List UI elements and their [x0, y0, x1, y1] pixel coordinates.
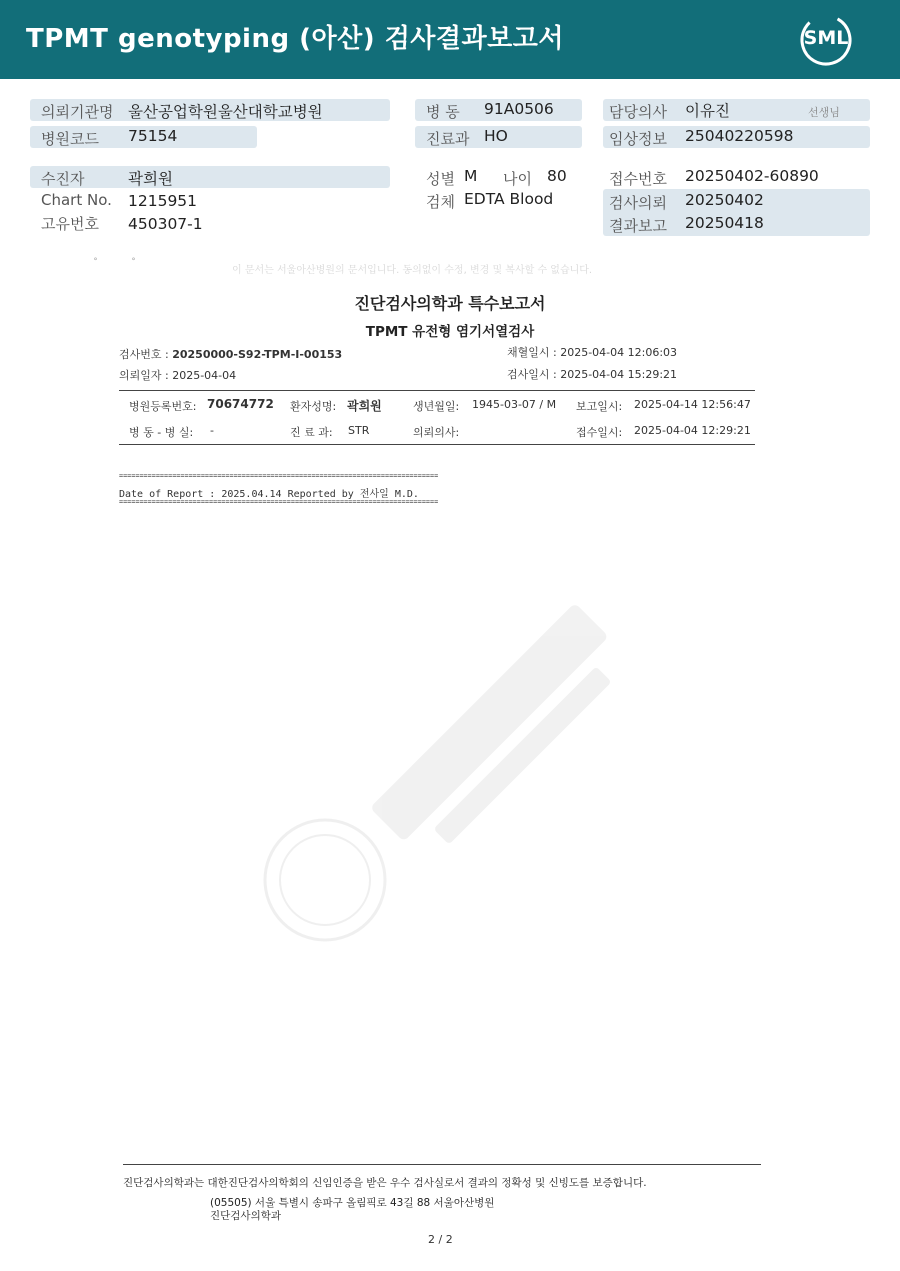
test-no-value: 20250000-S92-TPM-I-00153	[172, 348, 343, 361]
patient-label: 수진자	[41, 170, 85, 188]
receipt-no-value: 20250402-60890	[685, 167, 819, 185]
copy-notice: 이 문서는 서울아산병원의 문서입니다. 동의없이 수정, 변경 및 복사할 수 없습니다.	[232, 265, 593, 276]
sml-logo	[798, 12, 854, 68]
report-date-value: 20250418	[685, 214, 764, 232]
doctor-value: 이유진	[685, 102, 730, 120]
report-date-label: 결과보고	[609, 217, 667, 235]
specimen-label: 검체	[426, 193, 455, 211]
age-label: 나이	[503, 170, 532, 188]
ordering-doctor-label: 의뢰의사:	[413, 426, 460, 439]
reg-no-label: 병원등록번호:	[129, 400, 197, 413]
dept-value: STR	[348, 424, 370, 437]
footer-rule	[123, 1164, 761, 1165]
patient-value: 곽희원	[128, 170, 173, 188]
report-title: TPMT genotyping (아산) 검사결과보고서	[26, 24, 565, 54]
report-signature-line: Date of Report : 2025.04.14 Reported by 전사일 M.D.	[119, 489, 419, 500]
receipt-time-value: 2025-04-04 12:29:21	[634, 424, 751, 437]
page-header	[0, 0, 900, 79]
hospital-code-value: 75154	[128, 127, 178, 145]
page-number: 2 / 2	[428, 1233, 453, 1246]
separator-bottom: ==============================================================================	[119, 498, 439, 506]
logo-text: SML	[803, 27, 849, 49]
request-date-label: 검사의뢰	[609, 194, 667, 212]
ward-label: 병 동	[426, 103, 460, 121]
department-value: HO	[484, 127, 508, 145]
institution-value: 울산공업학원울산대학교병원	[128, 103, 323, 121]
report-main-title: 진단검사의학과 특수보고서	[354, 294, 546, 313]
ward-room-label: 병 동 - 병 실:	[129, 426, 194, 439]
specimen-value: EDTA Blood	[464, 190, 554, 208]
table-top-rule	[119, 390, 755, 391]
scan-mark: ˚	[93, 258, 98, 269]
receipt-time-label: 접수일시:	[576, 426, 623, 439]
reg-no-value: 70674772	[207, 397, 274, 411]
footer-department: 진단검사의학과	[210, 1210, 282, 1222]
unique-no-value: 450307-1	[128, 215, 203, 233]
hospital-watermark-seal	[230, 560, 690, 960]
collect-time: 채혈일시 : 2025-04-04 12:06:03	[507, 346, 678, 359]
request-date-line: 의뢰일자 : 2025-04-04	[119, 369, 237, 382]
dept-label: 진 료 과:	[290, 426, 333, 439]
age-value: 80	[547, 167, 567, 185]
hospital-code-label: 병원코드	[41, 130, 99, 148]
institution-label: 의뢰기관명	[41, 103, 114, 121]
receipt-no-label: 접수번호	[609, 170, 667, 188]
report-subtitle: TPMT 유전형 염기서열검사	[365, 324, 535, 340]
chart-no-value: 1215951	[128, 192, 198, 210]
request-date-value: 20250402	[685, 191, 764, 209]
chart-no-label: Chart No.	[41, 191, 112, 209]
footer-accreditation: 진단검사의학과는 대한진단검사의학회의 신임인증을 받은 우수 검사실로서 결과의 정확성 및 신빙도를 보증합니다.	[123, 1177, 647, 1189]
footer-address: (05505) 서울 특별시 송파구 올림픽로 43길 88 서울아산병원	[210, 1197, 495, 1209]
doctor-label: 담당의사	[609, 103, 667, 121]
unique-no-label: 고유번호	[41, 215, 99, 233]
report-time-value: 2025-04-14 12:56:47	[634, 398, 751, 411]
department-label: 진료과	[426, 130, 470, 148]
dob-value: 1945-03-07 / M	[472, 398, 557, 411]
report-time-label: 보고일시:	[576, 400, 623, 413]
scan-mark: ˚	[131, 258, 136, 269]
ward-room-value: -	[210, 424, 214, 437]
doctor-suffix: 선생님	[808, 106, 840, 119]
test-time: 검사일시 : 2025-04-04 15:29:21	[507, 368, 678, 381]
test-no-label: 검사번호 :	[119, 348, 173, 361]
separator-top: ==============================================================================	[119, 472, 439, 480]
table-bottom-rule	[119, 444, 755, 445]
test-no	[119, 346, 342, 362]
clinical-value: 25040220598	[685, 127, 794, 145]
ward-value: 91A0506	[484, 100, 554, 118]
dob-label: 생년월일:	[413, 400, 460, 413]
sex-label: 성별	[426, 170, 455, 188]
name-value: 곽희원	[347, 399, 382, 413]
sex-value: M	[464, 167, 478, 185]
name-label: 환자성명:	[290, 400, 337, 413]
clinical-label: 임상정보	[609, 130, 667, 148]
